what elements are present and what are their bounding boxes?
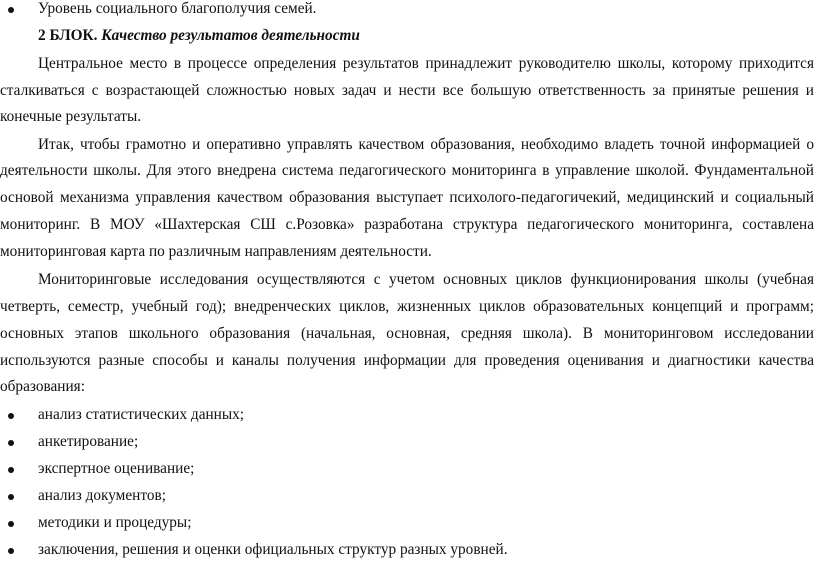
bullet-icon — [8, 7, 14, 13]
paragraph-1-line: сталкиваться с возрастающей сложностью новых задач и нести все большую ответственность за принятые решения и — [0, 82, 814, 99]
paragraph-3-line: Мониторинговые исследования осуществляются с учетом основных циклов функционирования школы (учебная — [38, 271, 814, 288]
list-item-text: заключения, решения и оценки официальных структур разных уровней. — [38, 541, 508, 558]
paragraph-2-line: мониторинговая карта по различным направлениям деятельности. — [0, 243, 432, 260]
block-heading-title: Качество результатов деятельности — [101, 27, 360, 44]
paragraph-2-line: мониторинг. В МОУ «Шахтерская СШ с.Розовка» разработана структура педагогического мониторинга, составлена — [0, 216, 814, 233]
paragraph-3-line: образования: — [0, 378, 85, 395]
block-heading-number: 2 БЛОК. — [38, 27, 98, 44]
paragraph-2-line: основой механизма управления качеством образования выступает психолого-педагогичекий, медицинский и социальный — [0, 189, 814, 206]
paragraph-1-line: конечные результаты. — [0, 108, 142, 125]
paragraph-2-line: Итак, чтобы грамотно и оперативно управлять качеством образования, необходимо владеть точной информацией о — [38, 136, 814, 153]
paragraph-3-line: четверть, семестр, учебный год); внедренческих циклов, жизненных циклов образовательных концепций и программ; — [0, 298, 814, 315]
block-heading — [38, 26, 360, 46]
list-item-text: анкетирование; — [38, 433, 139, 450]
paragraph-2-line: деятельности школы. Для этого внедрена система педагогического мониторинга в управление школой. Фундаментальной — [0, 162, 814, 179]
paragraph-1-line: Центральное место в процессе определения результатов принадлежит руководителю школы, которому приходится — [38, 55, 814, 72]
paragraph-3-line: основных этапов школьного образования (начальная, основная, средняя школа). В мониторинговом исследовании — [0, 325, 814, 342]
list-item-text: анализ статистических данных; — [38, 406, 245, 423]
list-item-text: экспертное оценивание; — [38, 460, 195, 477]
paragraph-3-line: используются разные способы и каналы получения информации для проведения оценивания и диагностики качества — [0, 352, 814, 369]
list-item-text: анализ документов; — [38, 487, 166, 504]
top-bullet-text: Уровень социального благополучия семей. — [38, 0, 317, 17]
bullet-icon — [8, 467, 14, 473]
bullet-icon — [8, 494, 14, 500]
bullet-icon — [8, 521, 14, 527]
list-item-text: методики и процедуры; — [38, 514, 192, 531]
bullet-icon — [8, 413, 14, 419]
bullet-icon — [8, 548, 14, 554]
bullet-icon — [8, 440, 14, 446]
